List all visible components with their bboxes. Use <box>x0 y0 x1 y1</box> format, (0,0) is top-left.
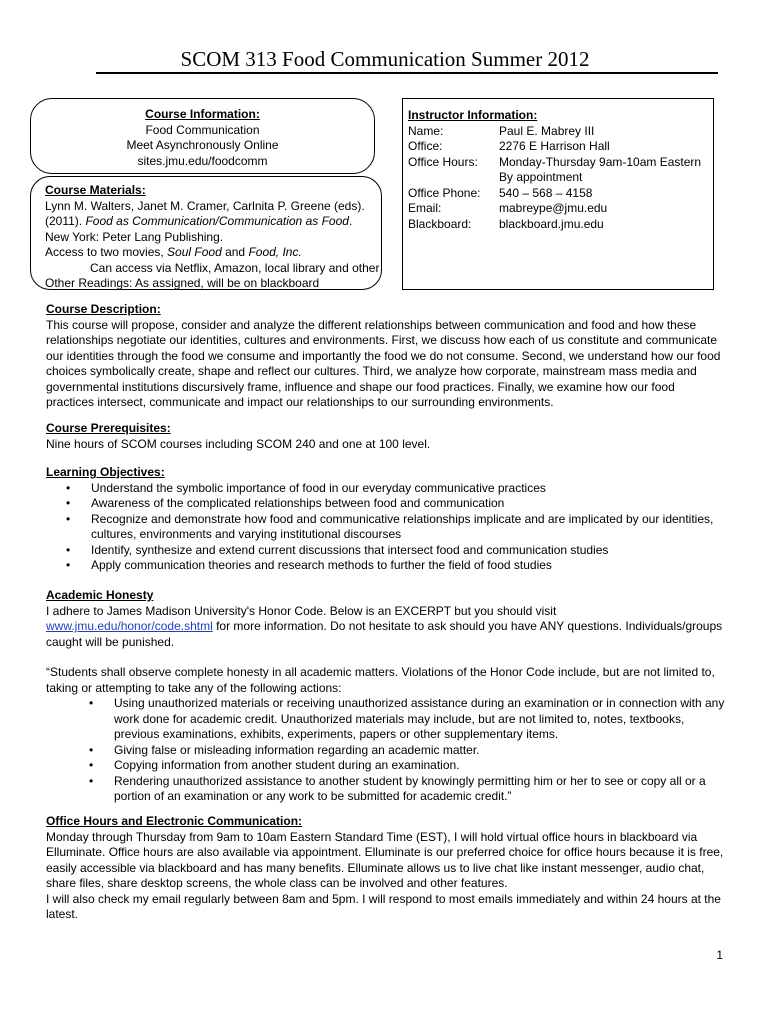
materials-line: Lynn M. Walters, Janet M. Cramer, Carlnita P. Greene (eds). <box>45 198 365 213</box>
description-heading: Course Description: <box>46 302 161 316</box>
label: Blackboard: <box>408 216 472 231</box>
honesty-heading: Academic Honesty <box>46 588 154 602</box>
prereq-text: Nine hours of SCOM courses including SCOM 240 and one at 100 level. <box>46 436 431 451</box>
materials-line <box>45 245 381 261</box>
text: for more information. Do not hesitate to ask should you have ANY questions. Individuals/groups caught will be punished. <box>46 619 723 649</box>
list-item: • Identify, synthesize and extend current discussions that intersect food and communication studies <box>46 543 726 559</box>
page-title: SCOM 313 Food Communication Summer 2012 <box>180 47 590 71</box>
instructor-row <box>408 139 713 155</box>
list-item: • Giving false or misleading information regarding an academic matter. <box>46 743 726 759</box>
office-hours-heading: Office Hours and Electronic Communication: <box>46 814 303 828</box>
instructor-row <box>408 186 713 202</box>
instructor-row <box>408 170 713 186</box>
list-item: • Recognize and demonstrate how food and communicative relationships implicate and are implicated by our identities, cultures, environments and varying institutional discourses <box>46 512 726 543</box>
page-number: 1 <box>716 948 723 962</box>
list-item: • Copying information from another student during an examination. <box>46 758 726 774</box>
instructor-row <box>408 217 713 233</box>
office-hours-text: Monday through Thursday from 9am to 10am Eastern Standard Time (EST), I will hold virtual office hours in blackboard via Elluminate. Office hours are also available via appointment. Elluminate is our preferred choice for office hours because it is free, easily accessible via blackboard and has many benefits. Elluminate allows us to live chat like instant messenger, audio chat, share files, share desktop screens, the whole class can be involved and other features. <box>46 829 724 890</box>
materials-line <box>45 214 381 230</box>
movie-title: Soul Food <box>167 245 222 259</box>
description-text: This course will propose, consider and analyze the different relationships between communication and food and how these relationships negotiate our identities, cultures and environments. First, we discuss how each of us constitute and communicate our identities through the food we consume and importantly the food we do not consume. Second, we understand how our food choices symbolically create, shape and reflect our cultures. Third, we analyze how corporate, mainstream mass media and governmental institutions discursively frame, influence and shape our food practices. Finally, we examine how our food practices intersect, communicate and impact our relationships to our surrounding environments. <box>46 317 721 409</box>
course-info-line: Meet Asynchronously Online <box>126 138 279 152</box>
text: I adhere to James Madison University's Honor Code. Below is an EXCERPT but you should visit <box>46 603 557 618</box>
label <box>408 170 499 186</box>
title-rule <box>96 72 718 74</box>
instructor-row <box>408 201 713 217</box>
materials-line: Other Readings: As assigned, will be on blackboard <box>45 276 320 290</box>
honesty-quote: “Students shall observe complete honesty in all academic matters. Violations of the Honor Code include, but are not limited to, taking or attempting to take any of the following actions: <box>46 665 715 695</box>
value: blackboard.jmu.edu <box>499 216 604 231</box>
value: 540 – 568 – 4158 <box>499 185 593 200</box>
value: Monday-Thursday 9am-10am Eastern <box>499 154 702 169</box>
office-hours-section <box>46 814 726 923</box>
instructor-row <box>408 124 713 140</box>
label: Office Hours: <box>408 154 478 169</box>
list-item: • Apply communication theories and research methods to further the field of food studies <box>46 558 726 574</box>
text: . <box>348 214 353 228</box>
value: 2276 E Harrison Hall <box>499 139 610 153</box>
materials-line: Can access via Netflix, Amazon, local library and other <box>90 260 380 275</box>
instructor-info-box <box>402 98 714 290</box>
text: Access to two movies, <box>45 245 168 259</box>
prereq-heading: Course Prerequisites: <box>46 421 171 435</box>
list-item: • Using unauthorized materials or receiving unauthorized assistance during an examination or in connection with any work done for academic credit. Unauthorized materials may include, but are not limited to, notes, textbooks, previous examinations, exhibits, experiments, papers or other supplementary items. <box>46 696 726 743</box>
honor-code-link[interactable]: www.jmu.edu/honor/code.shtml <box>46 619 213 633</box>
course-materials-box <box>30 176 382 290</box>
list-item: • Awareness of the complicated relationships between food and communication <box>46 496 726 512</box>
movie-title: Food, Inc. <box>248 245 302 259</box>
course-info-line: sites.jmu.edu/foodcomm <box>137 153 268 168</box>
instructor-heading: Instructor Information: <box>408 108 538 122</box>
course-info-heading: Course Information: <box>145 107 260 121</box>
course-info-box <box>30 98 375 174</box>
label: Name: <box>408 123 444 138</box>
course-description-section <box>46 302 726 411</box>
value: By appointment <box>499 170 583 184</box>
instructor-row <box>408 155 713 171</box>
list-item: • Understand the symbolic importance of food in our everyday communicative practices <box>46 481 726 497</box>
course-info-line: Food Communication <box>145 122 260 137</box>
value: Paul E. Mabrey III <box>499 123 595 138</box>
academic-honesty-section <box>46 588 726 805</box>
label: Email: <box>408 201 442 215</box>
objectives-heading: Learning Objectives: <box>46 465 165 479</box>
text: and <box>221 245 249 259</box>
prerequisites-section <box>46 421 726 452</box>
text: (2011). <box>45 214 86 228</box>
honesty-text <box>46 604 726 651</box>
value: mabreype@jmu.edu <box>499 201 608 215</box>
list-item: • Rendering unauthorized assistance to another student by knowingly permitting him or her to see or copy all or a portion of an examination or any work to be submitted for academic credit.” <box>46 774 726 805</box>
office-hours-text: I will also check my email regularly between 8am and 5pm. I will respond to most emails immediately and within 24 hours at the latest. <box>46 891 721 921</box>
materials-heading: Course Materials: <box>45 183 146 197</box>
materials-line: New York: Peter Lang Publishing. <box>45 229 224 244</box>
label: Office: <box>408 139 443 153</box>
label: Office Phone: <box>408 185 481 200</box>
book-title: Food as Communication/Communication as Food <box>85 214 349 228</box>
objectives-section <box>46 465 726 574</box>
